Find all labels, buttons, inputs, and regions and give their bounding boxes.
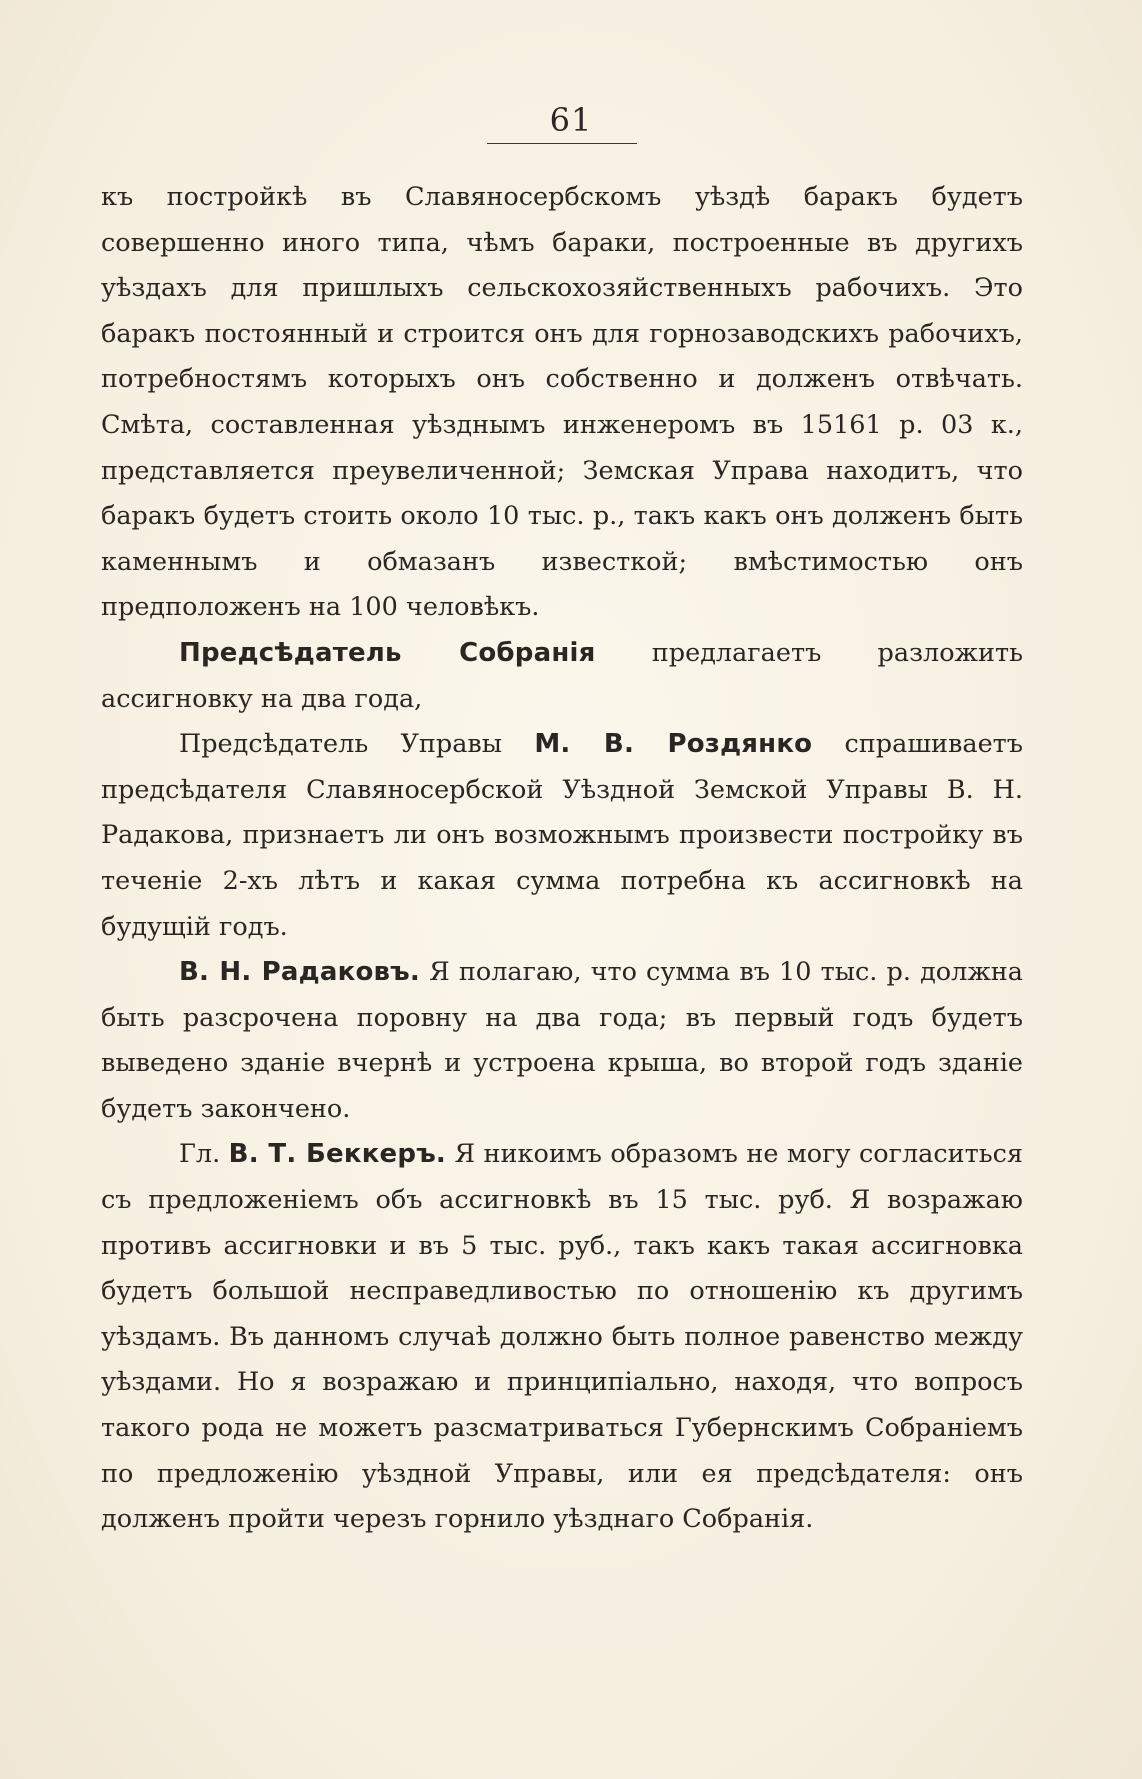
- paragraph-radakov: [101, 950, 1023, 1132]
- header-rule: [487, 143, 637, 144]
- paragraph-text: Я никоимъ образомъ не могу согласиться съ предложеніемъ объ ассигновкѣ въ 15 тыс. руб. Я возражаю противъ ассигновки и въ 5 тыс. руб., такъ какъ такая ассигновка будетъ большой несправедливостью по отношенію къ другимъ уѣздамъ. Въ данномъ случаѣ должно быть полное равенство между уѣздами. Но я возражаю и принципіально, находя, что вопросъ такого рода не можетъ разсматриваться Губернскимъ Собраніемъ по предложенію уѣздной Управы, или ея предсѣдателя: онъ долженъ пройти черезъ горнило уѣзднаго Собранія.: [101, 1139, 1023, 1535]
- paragraph-text: спрашиваетъ предсѣдателя Славяносербской Уѣздной Земской Управы В. Н. Радакова, признаетъ ли онъ возможнымъ произвести постройку въ теченіе 2-хъ лѣтъ и какая сумма потребна къ ассигновкѣ на будущій годъ.: [101, 729, 1024, 942]
- page-number: 61: [549, 101, 593, 139]
- speaker-name: Предсѣдатель Собранія: [179, 637, 596, 668]
- speaker-name: М. В. Роздянко: [534, 729, 813, 760]
- paragraph-continuation: [101, 175, 1023, 631]
- speaker-name: В. Т. Беккеръ.: [228, 1139, 447, 1170]
- speaker-name: В. Н. Радаковъ.: [179, 957, 420, 988]
- paragraph-text: Я полагаю, что сумма въ 10 тыс. р. должна быть разсрочена поровну на два года; въ первый годъ будетъ выведено зданіе вчернѣ и устроена крыша, во второй годъ зданіе будетъ закончено.: [101, 957, 1023, 1124]
- body-text: [101, 175, 1023, 1543]
- speaker-prefix: Предсѣдатель Управы: [179, 729, 503, 760]
- speaker-prefix: Гл.: [179, 1139, 221, 1170]
- paragraph-text: предлагаетъ разложить ассигновку на два года,: [101, 637, 1023, 714]
- paragraph-chairman-assembly: [101, 631, 1023, 722]
- paragraph-text: къ постройкѣ въ Славяносербскомъ уѣздѣ баракъ будетъ совершенно иного типа, чѣмъ бараки, построенные въ другихъ уѣздахъ для пришлыхъ сельскохозяйственныхъ рабочихъ. Это баракъ постоянный и строится онъ для горнозаводскихъ рабочихъ, потребностямъ которыхъ онъ собственно и долженъ отвѣчать. Смѣта, составленная уѣзднымъ инженеромъ въ 15161 р. 03 к., представляется преувеличенной; Земская Управа находитъ, что баракъ будетъ стоить около 10 тыс. р., такъ какъ онъ долженъ быть каменнымъ и обмазанъ известкой; вмѣстимостью онъ предположенъ на 100 человѣкъ.: [101, 182, 1023, 623]
- paragraph-bekker: [101, 1132, 1023, 1542]
- paragraph-chairman-board: [101, 722, 1023, 950]
